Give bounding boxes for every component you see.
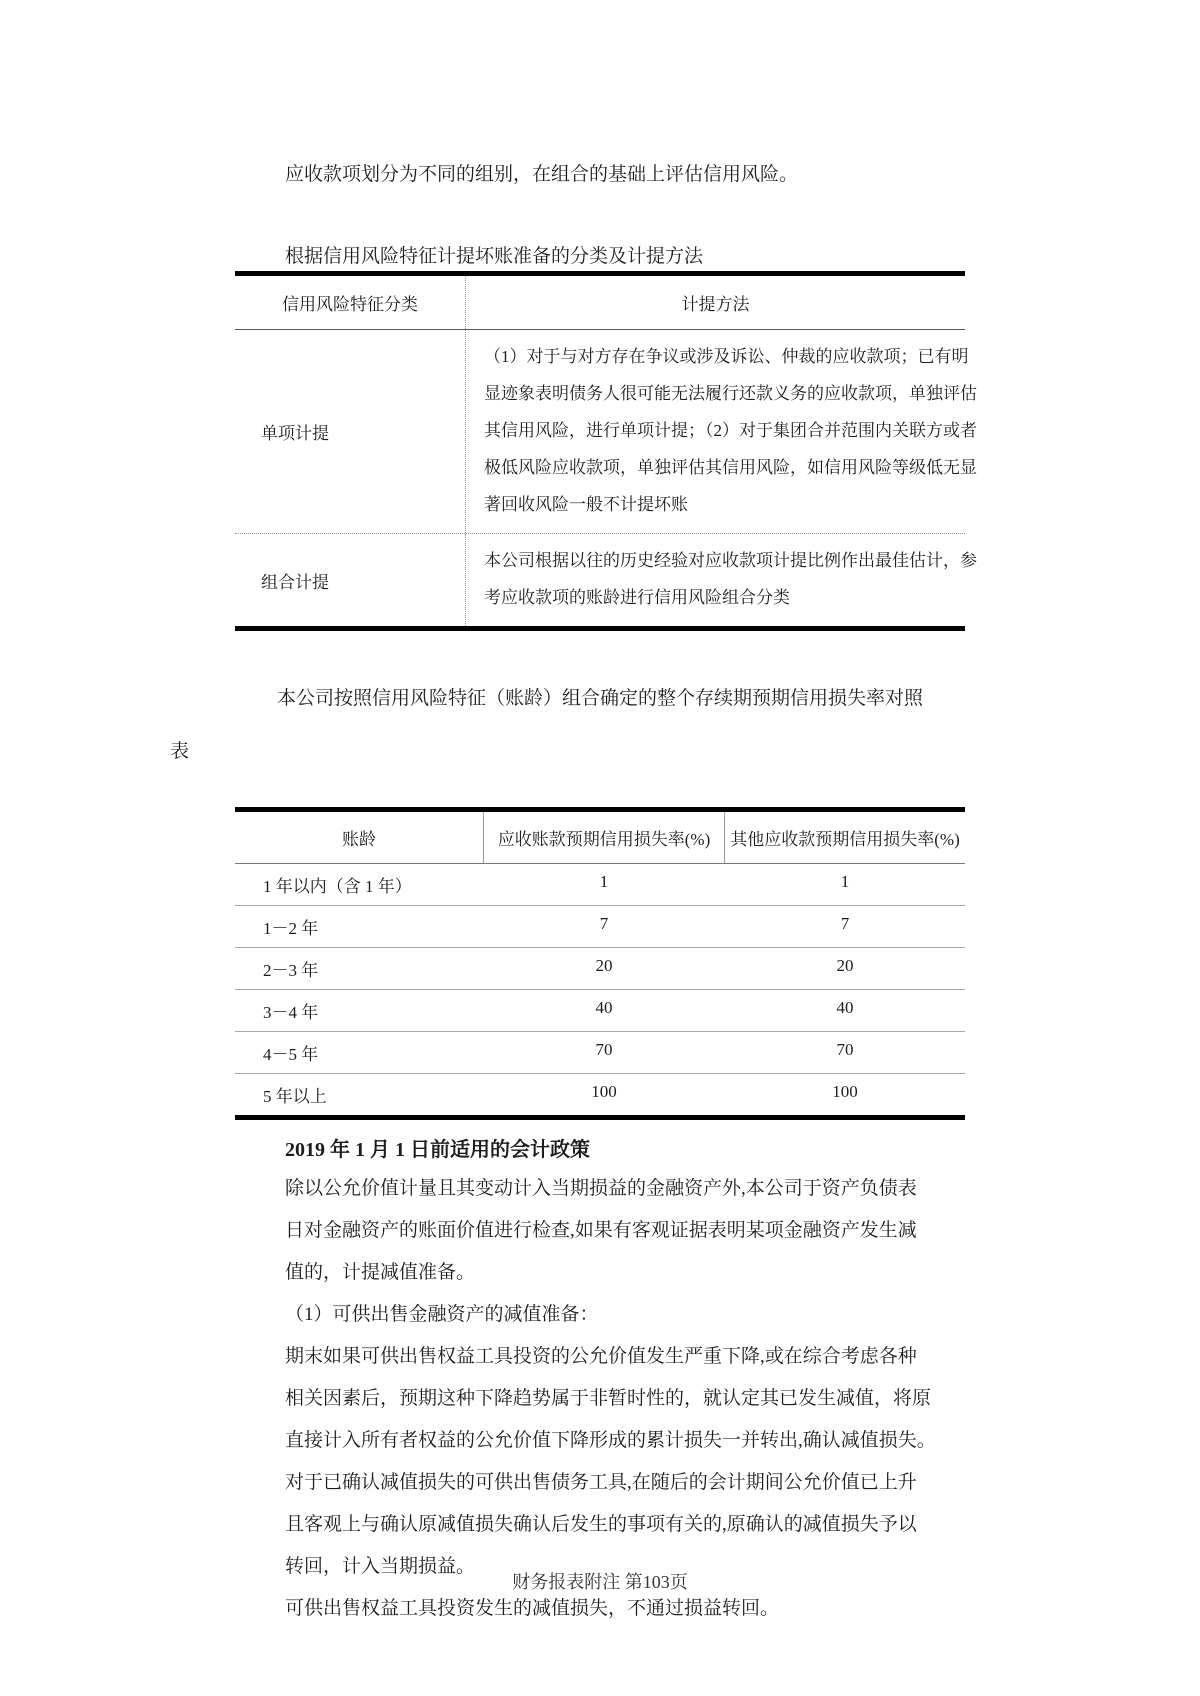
- ar-ecl-value: 1: [599, 872, 609, 891]
- table-row: [235, 864, 965, 905]
- other-ecl-value: 100: [832, 1082, 858, 1101]
- bad-debt-table-header-row: [235, 276, 965, 330]
- page-footer: 财务报表附注 第103页: [512, 1572, 688, 1592]
- intro-paragraph: 应收款项划分为不同的组别，在组合的基础上评估信用风险。: [285, 164, 799, 185]
- bad-debt-table-title: 根据信用风险特征计提坏账准备的分类及计提方法: [285, 246, 704, 267]
- ecl-intro-line2: 表: [170, 741, 190, 762]
- ecl-intro-paragraph: [0, 683, 1200, 763]
- policy-text-line: 日对金融资产的账面价值进行检查,如果有客观证据表明某项金融资产发生减: [285, 1220, 917, 1241]
- other-ecl-value: 20: [836, 956, 854, 975]
- cell-line: 极低风险应收款项，单独评估其信用风险，如信用风险等级低无显: [484, 458, 977, 477]
- table-row: [235, 989, 965, 1031]
- policy-text-line: 期末如果可供出售权益工具投资的公允价值发生严重下降,或在综合考虑各种: [285, 1346, 917, 1367]
- individual-provision-method-cell: [465, 330, 987, 533]
- aging-label: 2－3 年: [263, 961, 319, 980]
- table-row: [235, 1031, 965, 1073]
- other-ecl-value: 70: [836, 1040, 854, 1059]
- policy-section-heading: 2019 年 1 月 1 日前适用的会计政策: [285, 1139, 590, 1161]
- header-credit-risk-class: 信用风险特征分类: [282, 295, 418, 314]
- portfolio-provision-method-cell: [465, 534, 987, 626]
- aging-label: 5 年以上: [263, 1087, 327, 1106]
- ar-ecl-value: 7: [599, 914, 609, 933]
- ecl-table-header-row: [235, 812, 965, 864]
- table-row: [235, 1073, 965, 1115]
- table-row: [235, 533, 977, 626]
- ar-ecl-value: 100: [591, 1082, 617, 1101]
- ecl-intro-line1: 本公司按照信用风险特征（账龄）组合确定的整个存续期预期信用损失率对照: [277, 688, 924, 709]
- cell-line: 本公司根据以往的历史经验对应收款项计提比例作出最佳估计，参: [484, 551, 977, 570]
- cell-line: 其信用风险，进行单项计提；（2）对于集团合并范围内关联方或者: [484, 421, 977, 440]
- header-aging: 账龄: [342, 830, 376, 849]
- policy-text-line: 对于已确认减值损失的可供出售债务工具,在随后的会计期间公允价值已上升: [285, 1472, 917, 1493]
- aging-label: 3－4 年: [263, 1003, 319, 1022]
- other-ecl-value: 7: [840, 914, 850, 933]
- policy-text-line: （1）可供出售金融资产的减值准备：: [285, 1304, 599, 1325]
- policy-text-line: 除以公允价值计量且其变动计入当期损益的金融资产外,本公司于资产负债表: [285, 1178, 917, 1199]
- other-ecl-value: 1: [840, 872, 850, 891]
- cell-line: （1）对于与对方存在争议或涉及诉讼、仲裁的应收款项；已有明: [484, 347, 969, 366]
- policy-text-line: 且客观上与确认原减值损失确认后发生的事项有关的,原确认的减值损失予以: [285, 1514, 917, 1535]
- ar-ecl-value: 20: [595, 956, 613, 975]
- policy-text-line: 转回，计入当期损益。: [285, 1556, 476, 1577]
- table-row: [235, 947, 965, 989]
- policy-text-line: 相关因素后，预期这种下降趋势属于非暂时性的，就认定其已发生减值，将原: [285, 1388, 932, 1409]
- header-ar-ecl-rate: 应收账款预期信用损失率(%): [483, 812, 724, 863]
- table-row: [235, 905, 965, 947]
- policy-text-line: 可供出售权益工具投资发生的减值损失，不通过损益转回。: [285, 1598, 780, 1619]
- table-row: [235, 330, 977, 533]
- cell-line: 著回收风险一般不计提坏账: [484, 495, 688, 514]
- expected-credit-loss-rate-table: [235, 807, 965, 1120]
- ar-ecl-value: 70: [595, 1040, 613, 1059]
- cell-line: 显迹象表明债务人很可能无法履行还款义务的应收款项，单独评估: [484, 384, 977, 403]
- policy-text-line: 值的，计提减值准备。: [285, 1262, 476, 1283]
- ar-ecl-value: 40: [595, 998, 613, 1017]
- row-label-portfolio-provision: 组合计提: [261, 572, 329, 592]
- aging-label: 1－2 年: [263, 919, 319, 938]
- bad-debt-classification-table: [235, 271, 977, 631]
- header-other-receivable-ecl-rate: 其他应收款预期信用损失率(%): [724, 812, 965, 863]
- header-provision-method: 计提方法: [465, 276, 965, 329]
- aging-label: 4－5 年: [263, 1045, 319, 1064]
- policy-text-line: 直接计入所有者权益的公允价值下降形成的累计损失一并转出,确认减值损失。: [285, 1430, 936, 1451]
- row-label-individual-provision: 单项计提: [261, 424, 329, 443]
- aging-label: 1 年以内（含 1 年）: [263, 877, 412, 896]
- other-ecl-value: 40: [836, 998, 854, 1017]
- cell-line: 考应收款项的账龄进行信用风险组合分类: [484, 588, 790, 607]
